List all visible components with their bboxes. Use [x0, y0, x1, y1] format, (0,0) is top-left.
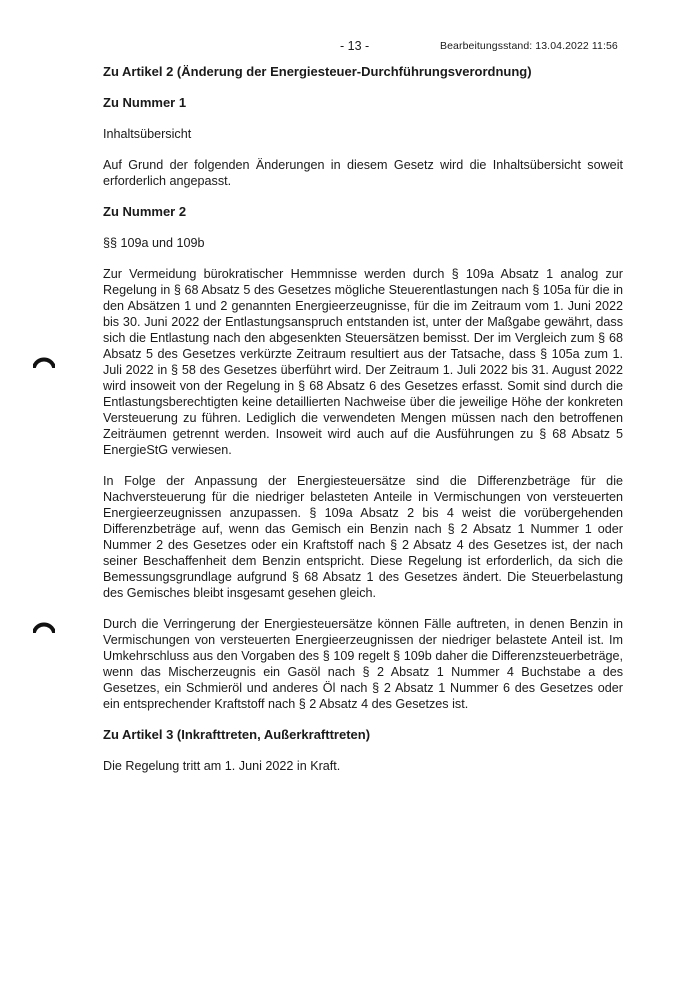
nummer2-label: §§ 109a und 109b: [103, 236, 205, 250]
nummer2-heading: Zu Nummer 2: [103, 204, 187, 219]
artikel2-heading: Zu Artikel 2 (Änderung der Energiesteuer-Durchführungsverordnung): [103, 64, 532, 79]
nummer2-paragraph-3: Durch die Verringerung der Energiesteuersätze können Fälle auftreten, in denen Benzin in Vermischungen von versteuerten Energieerzeugnissen der niedriger belastete Anteil ist. Im Umkehrschluss aus den Vorgaben des § 109 regelt § 109b daher die Differenzsteuerbeträge, wenn das Mischerzeugnis ein Gasöl nach § 2 Absatz 1 Nummer 4 Buchstabe a des Gesetzes, ein Schmieröl und anderes Öl nach § 2 Absatz 1 Nummer 6 des Gesetzes oder ein entsprechender Kraftstoff nach § 2 Absatz 4 des Gesetzes ist.: [103, 617, 623, 711]
document-body: [103, 64, 623, 789]
nummer1-label: Inhaltsübersicht: [103, 127, 192, 141]
status-timestamp: Bearbeitungsstand: 13.04.2022 11:56: [440, 40, 618, 52]
nummer2-paragraph-2: In Folge der Anpassung der Energiesteuersätze sind die Differenzbeträge für die Nachversteuerung für die niedriger belasteten Anteile in Vermischungen von versteuerten Energieerzeugnissen anzupassen. § 109a Absatz 2 bis 4 weist die vorübergehenden Differenzbeträge auf, wenn das Gemisch ein Benzin nach § 2 Absatz 1 Nummer 1 oder Nummer 2 des Gesetzes oder ein Kraftstoff nach § 2 Absatz 4 des Gesetzes ist, der nach seiner Beschaffenheit dem Benzin entspricht. Diese Regelung ist erforderlich, da sich die Bemessungsgrundlage aufgrund § 68 Absatz 1 des Gesetzes ändert. Die Steuerbelastung des Gemisches bleibt insgesamt gesehen gleich.: [103, 474, 623, 600]
nummer1-heading: Zu Nummer 1: [103, 95, 187, 110]
nummer2-paragraph-1: Zur Vermeidung bürokratischer Hemmnisse werden durch § 109a Absatz 1 analog zur Regelung in § 68 Absatz 5 des Gesetzes mögliche Steuerentlastungen nach § 105a für die in den Absätzen 1 und 2 genannten Energieerzeugnisse, für die im Zeitraum vom 1. Juni 2022 bis 30. Juni 2022 der Entlastungsanspruch entstanden ist, unter der Maßgabe gewährt, dass sich die Entlastung nach den abgesenkten Steuersätzen bemisst. Der im Vergleich zum § 68 Absatz 5 des Gesetzes verkürzte Zeitraum resultiert aus der Tatsache, dass § 105a zum 1. Juli 2022 in § 58 des Gesetzes überführt wird. Der Zeitraum 1. Juli 2022 bis 31. August 2022 wird insoweit von der Regelung in § 68 Absatz 6 des Gesetzes erfasst. Somit sind durch die Entlastungsberechtigten keine detaillierten Nachweise über die jeweilige Höhe der konkreten Versteuerung zu führen. Lediglich die verwendeten Mengen müssen nach den betroffenen Zeiträumen getrennt werden. Insoweit wird auch auf die Ausführungen zu § 68 Absatz 5 EnergieStG verwiesen.: [103, 267, 623, 457]
page-number: - 13 -: [340, 39, 370, 53]
punch-hole-mark-icon: [33, 619, 55, 633]
artikel3-paragraph: Die Regelung tritt am 1. Juni 2022 in Kraft.: [103, 759, 341, 773]
artikel3-heading: Zu Artikel 3 (Inkrafttreten, Außerkrafttreten): [103, 727, 371, 742]
punch-hole-mark-icon: [33, 354, 55, 368]
nummer1-paragraph: Auf Grund der folgenden Änderungen in diesem Gesetz wird die Inhaltsübersicht soweit erforderlich angepasst.: [103, 158, 623, 188]
